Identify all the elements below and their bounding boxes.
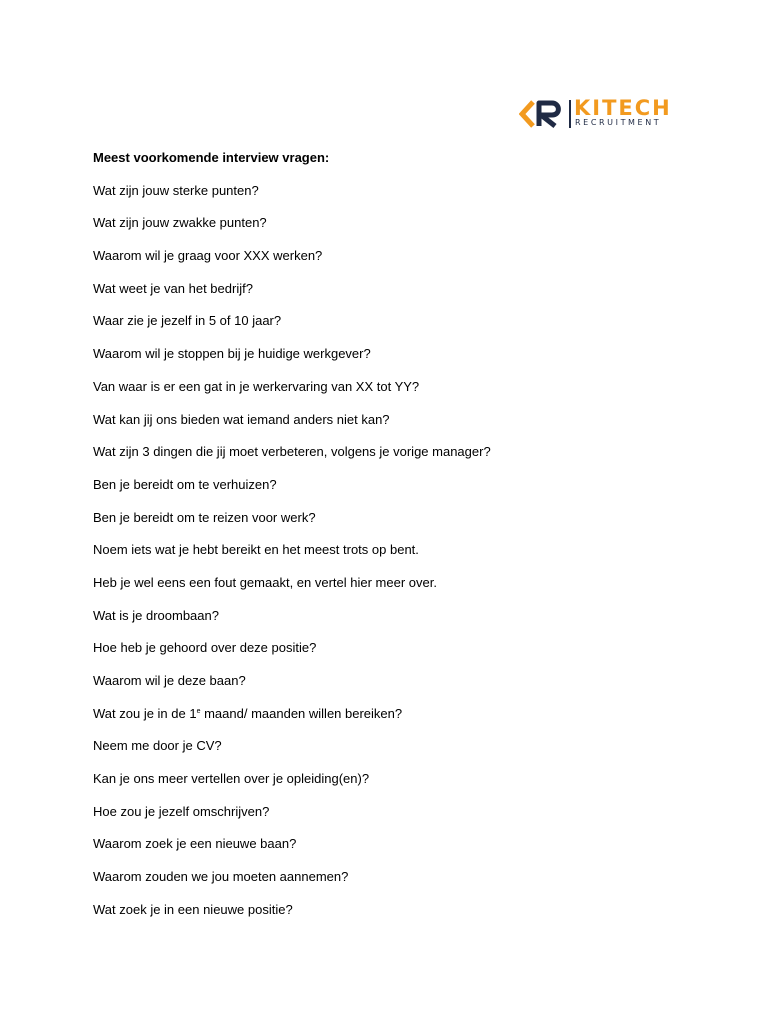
ordinal-superscript: e xyxy=(196,707,201,715)
kr-monogram-icon xyxy=(519,99,569,129)
question-item: Waarom wil je deze baan? xyxy=(93,673,246,688)
question-item: Wat zijn 3 dingen die jij moet verbeteren, volgens je vorige manager? xyxy=(93,444,491,460)
question-text-continued: maand/ maanden willen bereiken? xyxy=(200,705,403,721)
logo-brand-name: KITECH xyxy=(574,96,672,120)
question-item: Waarom zoek je een nieuwe baan? xyxy=(93,836,297,852)
question-item: Waarom wil je stoppen bij je huidige werkgever? xyxy=(93,346,371,362)
question-item: Waar zie je jezelf in 5 of 10 jaar? xyxy=(93,313,282,329)
question-item: Wat zijn jouw zwakke punten? xyxy=(93,215,267,231)
question-item: Wat kan jij ons bieden wat iemand anders niet kan? xyxy=(93,411,390,427)
question-item: Noem iets wat je hebt bereikt en het meest trots op bent. xyxy=(93,542,419,558)
logo-divider xyxy=(569,100,571,128)
question-item: Van waar is er een gat in je werkervaring van XX tot YY? xyxy=(93,378,420,394)
question-item: Waarom zouden we jou moeten aannemen? xyxy=(93,869,349,885)
question-item: Wat weet je van het bedrijf? xyxy=(93,280,253,296)
question-item: Hoe heb je gehoord over deze positie? xyxy=(93,640,317,656)
question-item: Ben je bereidt om te verhuizen? xyxy=(93,476,277,492)
question-item: Heb je wel eens een fout gemaakt, en vertel hier meer over. xyxy=(93,574,437,590)
question-item: Wat zijn jouw sterke punten? xyxy=(93,182,259,198)
question-item: Wat zoek je in een nieuwe positie? xyxy=(93,901,293,917)
question-item: Wat is je droombaan? xyxy=(93,607,219,623)
question-item xyxy=(93,706,693,722)
question-item: Hoe zou je jezelf omschrijven? xyxy=(93,803,270,819)
question-item: Waarom wil je graag voor XXX werken? xyxy=(93,248,323,264)
question-item: Ben je bereidt om te reizen voor werk? xyxy=(93,509,316,525)
kitech-logo xyxy=(519,96,672,129)
question-item: Neem me door je CV? xyxy=(93,738,222,754)
document-body xyxy=(93,150,693,935)
logo-tagline: RECRUITMENT xyxy=(575,118,662,127)
question-item: Kan je ons meer vertellen over je opleiding(en)? xyxy=(93,771,370,787)
document-heading: Meest voorkomende interview vragen: xyxy=(93,150,330,165)
question-text: Wat zou je in de 1 xyxy=(93,705,197,721)
